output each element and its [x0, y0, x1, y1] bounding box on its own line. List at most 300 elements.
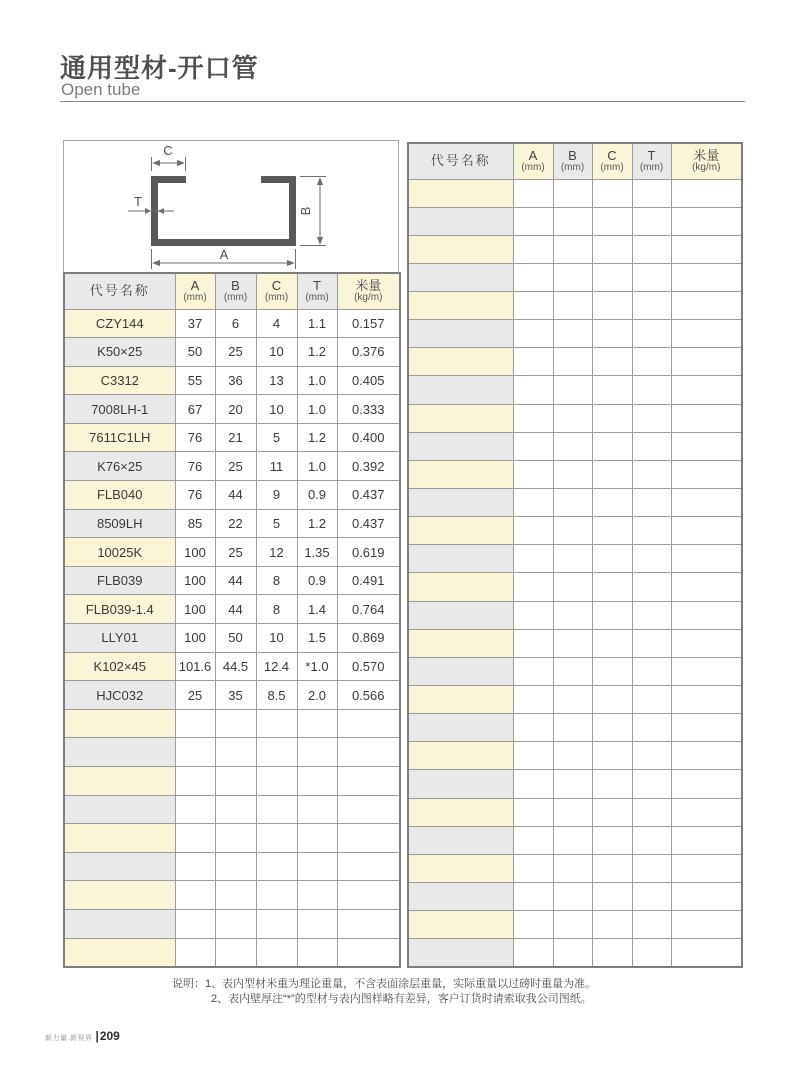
- cell-value: [671, 742, 742, 770]
- cell-value: [553, 235, 592, 263]
- dim-a-label: A: [219, 247, 229, 262]
- header-row: [64, 273, 400, 309]
- cell-value: [671, 854, 742, 882]
- cell-value: [553, 686, 592, 714]
- cell-value: [592, 714, 632, 742]
- cell-value: [513, 263, 553, 291]
- table-row-empty: [408, 404, 742, 432]
- cell-value: [256, 767, 297, 796]
- cell-value: 0.9: [297, 566, 337, 595]
- cell-value: [553, 348, 592, 376]
- cell-value: [592, 292, 632, 320]
- cell-profile-name: [408, 714, 513, 742]
- table-row-empty: [408, 376, 742, 404]
- cell-value: [671, 292, 742, 320]
- cell-value: [215, 938, 256, 967]
- cell-value: [553, 854, 592, 882]
- cell-value: 5: [256, 509, 297, 538]
- table-row-empty: [408, 911, 742, 939]
- cell-profile-name: FLB039-1.4: [64, 595, 175, 624]
- cell-value: 101.6: [175, 652, 215, 681]
- table-row-empty: [408, 263, 742, 291]
- cell-value: 1.5: [297, 624, 337, 653]
- cell-value: [215, 881, 256, 910]
- table-row-empty: [408, 629, 742, 657]
- table-row-empty: [408, 714, 742, 742]
- cell-value: 9: [256, 481, 297, 510]
- cell-value: 100: [175, 566, 215, 595]
- col-header-label: 米量: [355, 278, 382, 294]
- cell-value: [632, 939, 671, 967]
- col-header-1: [175, 273, 215, 309]
- cell-value: [632, 432, 671, 460]
- cell-profile-name: K102×45: [64, 652, 175, 681]
- footer-divider: |: [95, 1029, 99, 1043]
- cell-value: [592, 883, 632, 911]
- table-row-empty: [408, 320, 742, 348]
- cell-value: 20: [215, 395, 256, 424]
- col-header-label: 代号名称: [89, 283, 150, 299]
- cell-value: [513, 657, 553, 685]
- cell-value: 0.392: [337, 452, 400, 481]
- cell-value: [671, 489, 742, 517]
- cell-value: [175, 824, 215, 853]
- cell-profile-name: FLB039: [64, 566, 175, 595]
- cell-value: [297, 738, 337, 767]
- col-header-label: B: [231, 278, 240, 294]
- cell-value: [513, 348, 553, 376]
- cell-value: [256, 709, 297, 738]
- cell-value: 12.4: [256, 652, 297, 681]
- cell-value: [175, 795, 215, 824]
- cell-value: 37: [175, 309, 215, 338]
- cell-profile-name: [408, 742, 513, 770]
- cell-value: [513, 714, 553, 742]
- cell-value: 0.405: [337, 366, 400, 395]
- cell-value: [632, 348, 671, 376]
- cell-value: [215, 909, 256, 938]
- cell-value: [671, 657, 742, 685]
- cell-value: [513, 629, 553, 657]
- cell-value: [671, 348, 742, 376]
- cell-value: [553, 657, 592, 685]
- cell-value: 76: [175, 452, 215, 481]
- cell-value: 50: [215, 624, 256, 653]
- cell-value: 67: [175, 395, 215, 424]
- cell-value: [671, 179, 742, 207]
- cell-profile-name: [64, 709, 175, 738]
- cell-value: 25: [215, 338, 256, 367]
- cell-value: [592, 826, 632, 854]
- col-header-unit: (mm): [264, 292, 289, 304]
- table-row-empty: [64, 881, 400, 910]
- dim-c-lines: [152, 157, 186, 171]
- cell-value: 36: [215, 366, 256, 395]
- cell-value: [513, 854, 553, 882]
- cell-profile-name: [408, 460, 513, 488]
- cell-profile-name: [408, 573, 513, 601]
- profile-diagram: [63, 140, 399, 272]
- table-row-empty: [408, 601, 742, 629]
- col-header-label: 代号名称: [430, 153, 491, 169]
- cell-value: [592, 911, 632, 939]
- table-row-empty: [408, 432, 742, 460]
- cell-value: [256, 795, 297, 824]
- cell-value: [513, 432, 553, 460]
- cell-profile-name: [64, 938, 175, 967]
- cell-value: [592, 573, 632, 601]
- table-row: [64, 452, 400, 481]
- table-row-empty: [408, 348, 742, 376]
- table-row-empty: [408, 883, 742, 911]
- cell-value: 76: [175, 481, 215, 510]
- cell-value: [592, 235, 632, 263]
- col-header-2: [215, 273, 256, 309]
- cell-value: [337, 824, 400, 853]
- cell-value: [215, 795, 256, 824]
- table-row-empty: [408, 489, 742, 517]
- cell-value: [632, 517, 671, 545]
- cell-profile-name: [408, 939, 513, 967]
- cell-value: 25: [215, 538, 256, 567]
- cell-value: 100: [175, 595, 215, 624]
- cell-value: 12: [256, 538, 297, 567]
- cell-value: [671, 573, 742, 601]
- cell-value: [632, 686, 671, 714]
- cell-value: 44: [215, 595, 256, 624]
- cell-value: 0.157: [337, 309, 400, 338]
- cell-value: [671, 911, 742, 939]
- cell-value: [175, 881, 215, 910]
- cell-value: [553, 826, 592, 854]
- cell-value: [671, 376, 742, 404]
- cell-profile-name: 7008LH-1: [64, 395, 175, 424]
- cell-value: [513, 911, 553, 939]
- table-row-empty: [408, 235, 742, 263]
- cell-value: [337, 767, 400, 796]
- cell-value: [671, 714, 742, 742]
- cell-value: [671, 207, 742, 235]
- page-number: 209: [99, 1029, 120, 1043]
- cell-value: [513, 686, 553, 714]
- cell-value: 10: [256, 338, 297, 367]
- col-header-label: T: [647, 148, 656, 164]
- table-row-empty: [408, 460, 742, 488]
- cell-value: [632, 854, 671, 882]
- cell-value: [175, 909, 215, 938]
- cell-profile-name: 7611C1LH: [64, 423, 175, 452]
- table-row: [64, 509, 400, 538]
- cell-value: [671, 798, 742, 826]
- cell-value: [513, 742, 553, 770]
- cell-profile-name: [408, 320, 513, 348]
- cell-profile-name: [64, 824, 175, 853]
- cell-value: [215, 738, 256, 767]
- title-divider: [60, 101, 745, 102]
- col-header-unit: (mm): [560, 162, 585, 174]
- footer-notes: [172, 977, 596, 1007]
- table-row-empty: [408, 573, 742, 601]
- col-header-label: T: [313, 278, 321, 294]
- footer-slogan: 新力量.新视界: [45, 1035, 93, 1042]
- cell-profile-name: K76×25: [64, 452, 175, 481]
- cell-profile-name: 8509LH: [64, 509, 175, 538]
- cell-profile-name: [64, 909, 175, 938]
- cell-value: [553, 629, 592, 657]
- cell-value: 8: [256, 595, 297, 624]
- cell-value: 76: [175, 423, 215, 452]
- cell-profile-name: [408, 629, 513, 657]
- col-header-unit: (mm): [521, 162, 545, 174]
- note-2-text: 2、表内壁厚注“*”的型材与表内图样略有差异，客户订货时请索取我公司图纸。: [211, 993, 592, 1005]
- cell-value: [671, 939, 742, 967]
- cell-value: 44.5: [215, 652, 256, 681]
- cell-profile-name: [408, 235, 513, 263]
- cell-value: [671, 545, 742, 573]
- cell-value: [632, 826, 671, 854]
- cell-value: 44: [215, 481, 256, 510]
- cell-value: [513, 235, 553, 263]
- cell-value: [671, 432, 742, 460]
- table-row: [64, 652, 400, 681]
- cell-value: [553, 883, 592, 911]
- dim-c-label: C: [163, 143, 173, 158]
- cell-profile-name: LLY01: [64, 624, 175, 653]
- cell-value: 1.0: [297, 366, 337, 395]
- cell-value: [215, 709, 256, 738]
- cell-value: [175, 767, 215, 796]
- cell-value: [553, 376, 592, 404]
- cell-value: [592, 657, 632, 685]
- table-row: [64, 338, 400, 367]
- cell-value: 35: [215, 681, 256, 710]
- table-row-empty: [408, 742, 742, 770]
- cell-value: [513, 376, 553, 404]
- cell-value: *1.0: [297, 652, 337, 681]
- cell-value: 1.2: [297, 509, 337, 538]
- cell-value: [592, 686, 632, 714]
- cell-value: 0.9: [297, 481, 337, 510]
- cell-value: [632, 545, 671, 573]
- cell-value: [553, 432, 592, 460]
- cell-value: 25: [175, 681, 215, 710]
- cell-value: [256, 909, 297, 938]
- cell-value: [592, 320, 632, 348]
- cell-value: [553, 460, 592, 488]
- cell-value: 0.764: [337, 595, 400, 624]
- cell-value: 0.566: [337, 681, 400, 710]
- table-row-empty: [408, 798, 742, 826]
- cell-value: 0.376: [337, 338, 400, 367]
- cell-value: [671, 404, 742, 432]
- cell-value: [513, 517, 553, 545]
- cell-value: [337, 881, 400, 910]
- cell-profile-name: [408, 911, 513, 939]
- table-row: [64, 366, 400, 395]
- col-header-0: [64, 273, 175, 309]
- cell-value: [215, 824, 256, 853]
- cell-value: [553, 179, 592, 207]
- cell-value: [632, 629, 671, 657]
- cell-profile-name: CZY144: [64, 309, 175, 338]
- col-header-0: [408, 143, 513, 179]
- cell-value: 21: [215, 423, 256, 452]
- table-row-empty: [64, 738, 400, 767]
- cell-value: [632, 742, 671, 770]
- cell-value: 0.570: [337, 652, 400, 681]
- cell-value: 25: [215, 452, 256, 481]
- note-line-2: [172, 992, 596, 1007]
- cell-value: 44: [215, 566, 256, 595]
- cell-value: [256, 738, 297, 767]
- cell-value: [256, 852, 297, 881]
- col-header-unit: (mm): [223, 292, 248, 304]
- cell-value: [592, 545, 632, 573]
- cell-value: [632, 601, 671, 629]
- cell-value: [297, 909, 337, 938]
- cell-profile-name: [408, 348, 513, 376]
- cell-value: [256, 881, 297, 910]
- cell-value: [632, 235, 671, 263]
- cell-value: [553, 292, 592, 320]
- table-row: [64, 423, 400, 452]
- cell-profile-name: [64, 767, 175, 796]
- cell-value: [513, 770, 553, 798]
- cell-value: 85: [175, 509, 215, 538]
- cell-value: [337, 709, 400, 738]
- cell-value: [632, 714, 671, 742]
- cell-value: [632, 292, 671, 320]
- table-row-empty: [408, 686, 742, 714]
- cell-value: [592, 263, 632, 291]
- col-header-2: [553, 143, 592, 179]
- cell-value: [592, 770, 632, 798]
- note-line-1: [172, 977, 596, 992]
- cell-value: [553, 320, 592, 348]
- col-header-unit: (mm): [639, 162, 664, 174]
- cell-value: 1.35: [297, 538, 337, 567]
- cell-value: [297, 938, 337, 967]
- cell-value: [632, 489, 671, 517]
- table-row-empty: [408, 854, 742, 882]
- cell-value: [513, 460, 553, 488]
- cell-value: 1.2: [297, 423, 337, 452]
- cell-profile-name: [408, 657, 513, 685]
- table-row-empty: [64, 824, 400, 853]
- cell-profile-name: [408, 770, 513, 798]
- cell-value: [632, 376, 671, 404]
- cell-value: [297, 709, 337, 738]
- cell-value: [632, 263, 671, 291]
- cell-value: [592, 404, 632, 432]
- cell-value: [632, 460, 671, 488]
- col-header-label: C: [271, 278, 282, 294]
- cell-value: [592, 629, 632, 657]
- cell-value: 10: [256, 395, 297, 424]
- cell-value: [632, 207, 671, 235]
- cell-value: [513, 883, 553, 911]
- col-header-label: A: [190, 278, 200, 294]
- table-row-empty: [408, 207, 742, 235]
- cell-profile-name: [408, 207, 513, 235]
- col-header-label: A: [528, 148, 538, 164]
- cell-value: [671, 686, 742, 714]
- cell-value: [337, 795, 400, 824]
- cell-value: [632, 770, 671, 798]
- cell-value: 0.437: [337, 481, 400, 510]
- cell-value: 4: [256, 309, 297, 338]
- cell-profile-name: [408, 292, 513, 320]
- table-row-empty: [64, 709, 400, 738]
- table-row: [64, 681, 400, 710]
- cell-value: [553, 798, 592, 826]
- cell-profile-name: [408, 376, 513, 404]
- table-row-empty: [64, 767, 400, 796]
- spec-table-left: [63, 272, 401, 968]
- cell-value: [513, 545, 553, 573]
- cell-value: [592, 460, 632, 488]
- cell-value: 1.2: [297, 338, 337, 367]
- cell-value: [592, 432, 632, 460]
- cell-value: [553, 517, 592, 545]
- cell-value: 10: [256, 624, 297, 653]
- cell-value: [671, 629, 742, 657]
- cell-profile-name: [408, 883, 513, 911]
- cell-profile-name: [408, 798, 513, 826]
- table-row-empty: [408, 292, 742, 320]
- notes-label: 说明：: [172, 978, 205, 990]
- cell-value: 11: [256, 452, 297, 481]
- cell-value: [553, 573, 592, 601]
- cell-value: [671, 770, 742, 798]
- cell-profile-name: [408, 432, 513, 460]
- cell-value: [297, 824, 337, 853]
- cell-value: [592, 601, 632, 629]
- cell-profile-name: K50×25: [64, 338, 175, 367]
- cell-value: [671, 883, 742, 911]
- cell-value: [175, 938, 215, 967]
- cell-value: [553, 911, 592, 939]
- cell-value: [592, 742, 632, 770]
- cell-value: 0.619: [337, 538, 400, 567]
- cell-profile-name: [408, 489, 513, 517]
- dim-t-label: T: [134, 194, 142, 209]
- cell-value: [592, 939, 632, 967]
- cell-value: [513, 320, 553, 348]
- cell-value: 100: [175, 624, 215, 653]
- cell-value: [297, 852, 337, 881]
- col-header-unit: (mm): [600, 162, 624, 174]
- cell-value: [513, 292, 553, 320]
- cell-value: [671, 517, 742, 545]
- cell-value: [592, 517, 632, 545]
- cell-value: [513, 939, 553, 967]
- cell-value: [513, 573, 553, 601]
- cell-value: [553, 207, 592, 235]
- cell-profile-name: [408, 686, 513, 714]
- table-row-empty: [64, 852, 400, 881]
- table-row-empty: [64, 938, 400, 967]
- col-header-unit: (kg/m): [354, 292, 383, 304]
- cell-value: 0.869: [337, 624, 400, 653]
- table-row-empty: [408, 179, 742, 207]
- cell-value: [175, 709, 215, 738]
- table-row: [64, 309, 400, 338]
- table-row: [64, 595, 400, 624]
- cell-value: [592, 798, 632, 826]
- cell-profile-name: [64, 881, 175, 910]
- cell-value: [553, 714, 592, 742]
